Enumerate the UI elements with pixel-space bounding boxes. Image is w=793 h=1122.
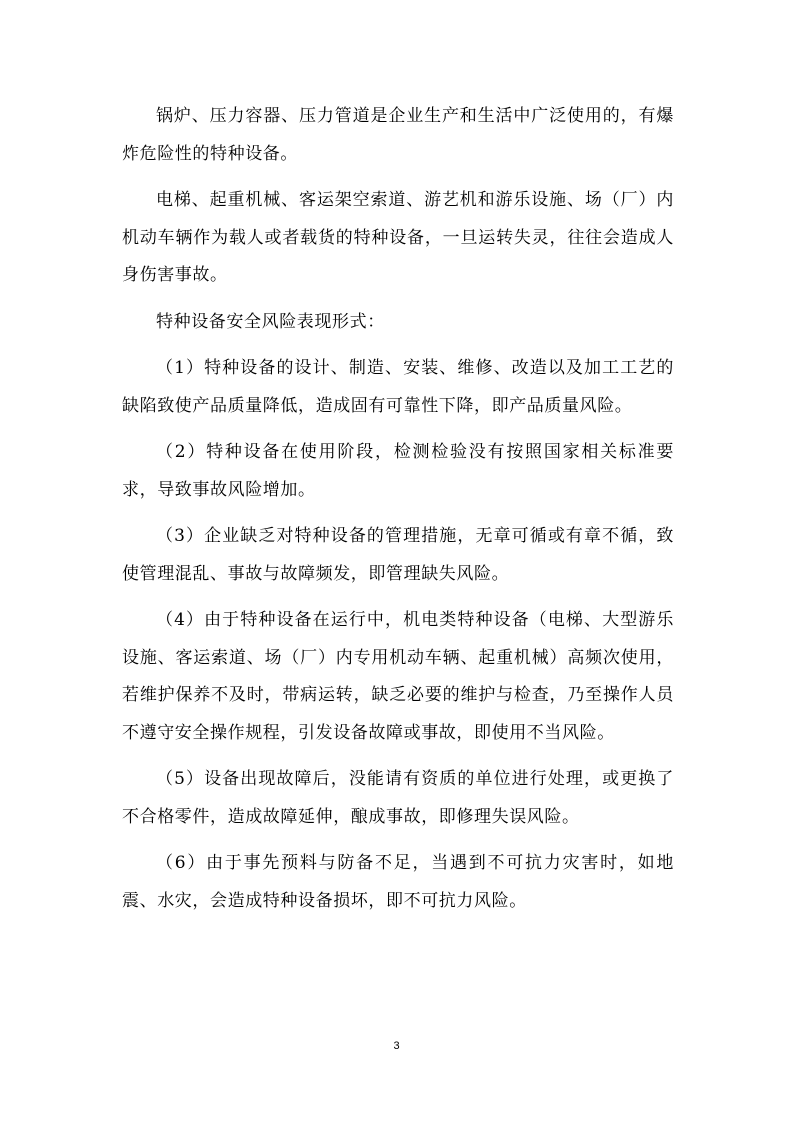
paragraph-risk-6: （6）由于事先预料与防备不足，当遇到不可抗力灾害时，如地震、水灾，会造成特种设备损坏，即不可抗力风险。: [122, 853, 674, 911]
paragraph-risk-3: （3）企业缺乏对特种设备的管理措施，无章可循或有章不循，致使管理混乱、事故与故障频发，即管理缺失风险。: [122, 526, 674, 584]
paragraph-elevators: 电梯、起重机械、客运架空索道、游艺机和游乐设施、场（厂）内机动车辆作为载人或者载货的特种设备，一旦运转失灵，往往会造成人身伤害事故。: [122, 190, 674, 285]
paragraph-risk-5: （5）设备出现故障后，没能请有资质的单位进行处理，或更换了不合格零件，造成故障延伸，酿成事故，即修理失误风险。: [122, 769, 674, 827]
document-body: [122, 98, 674, 929]
paragraph-risk-1: （1）特种设备的设计、制造、安装、维修、改造以及加工工艺的缺陷致使产品质量降低，造成固有可靠性下降，即产品质量风险。: [122, 358, 674, 416]
paragraph-risk-forms-heading: 特种设备安全风险表现形式：: [156, 311, 385, 332]
paragraph-risk-4: （4）由于特种设备在运行中，机电类特种设备（电梯、大型游乐设施、客运索道、场（厂）内专用机动车辆、起重机械）高频次使用，若维护保养不及时，带病运转，缺乏必要的维护与检查，乃至操作人员不遵守安全操作规程，引发设备故障或事故，即使用不当风险。: [122, 610, 674, 743]
page-number: 3: [393, 1040, 400, 1052]
paragraph-risk-2: （2）特种设备在使用阶段，检测检验没有按照国家相关标准要求，导致事故风险增加。: [122, 442, 674, 500]
paragraph-boilers: 锅炉、压力容器、压力管道是企业生产和生活中广泛使用的，有爆炸危险性的特种设备。: [122, 106, 674, 164]
